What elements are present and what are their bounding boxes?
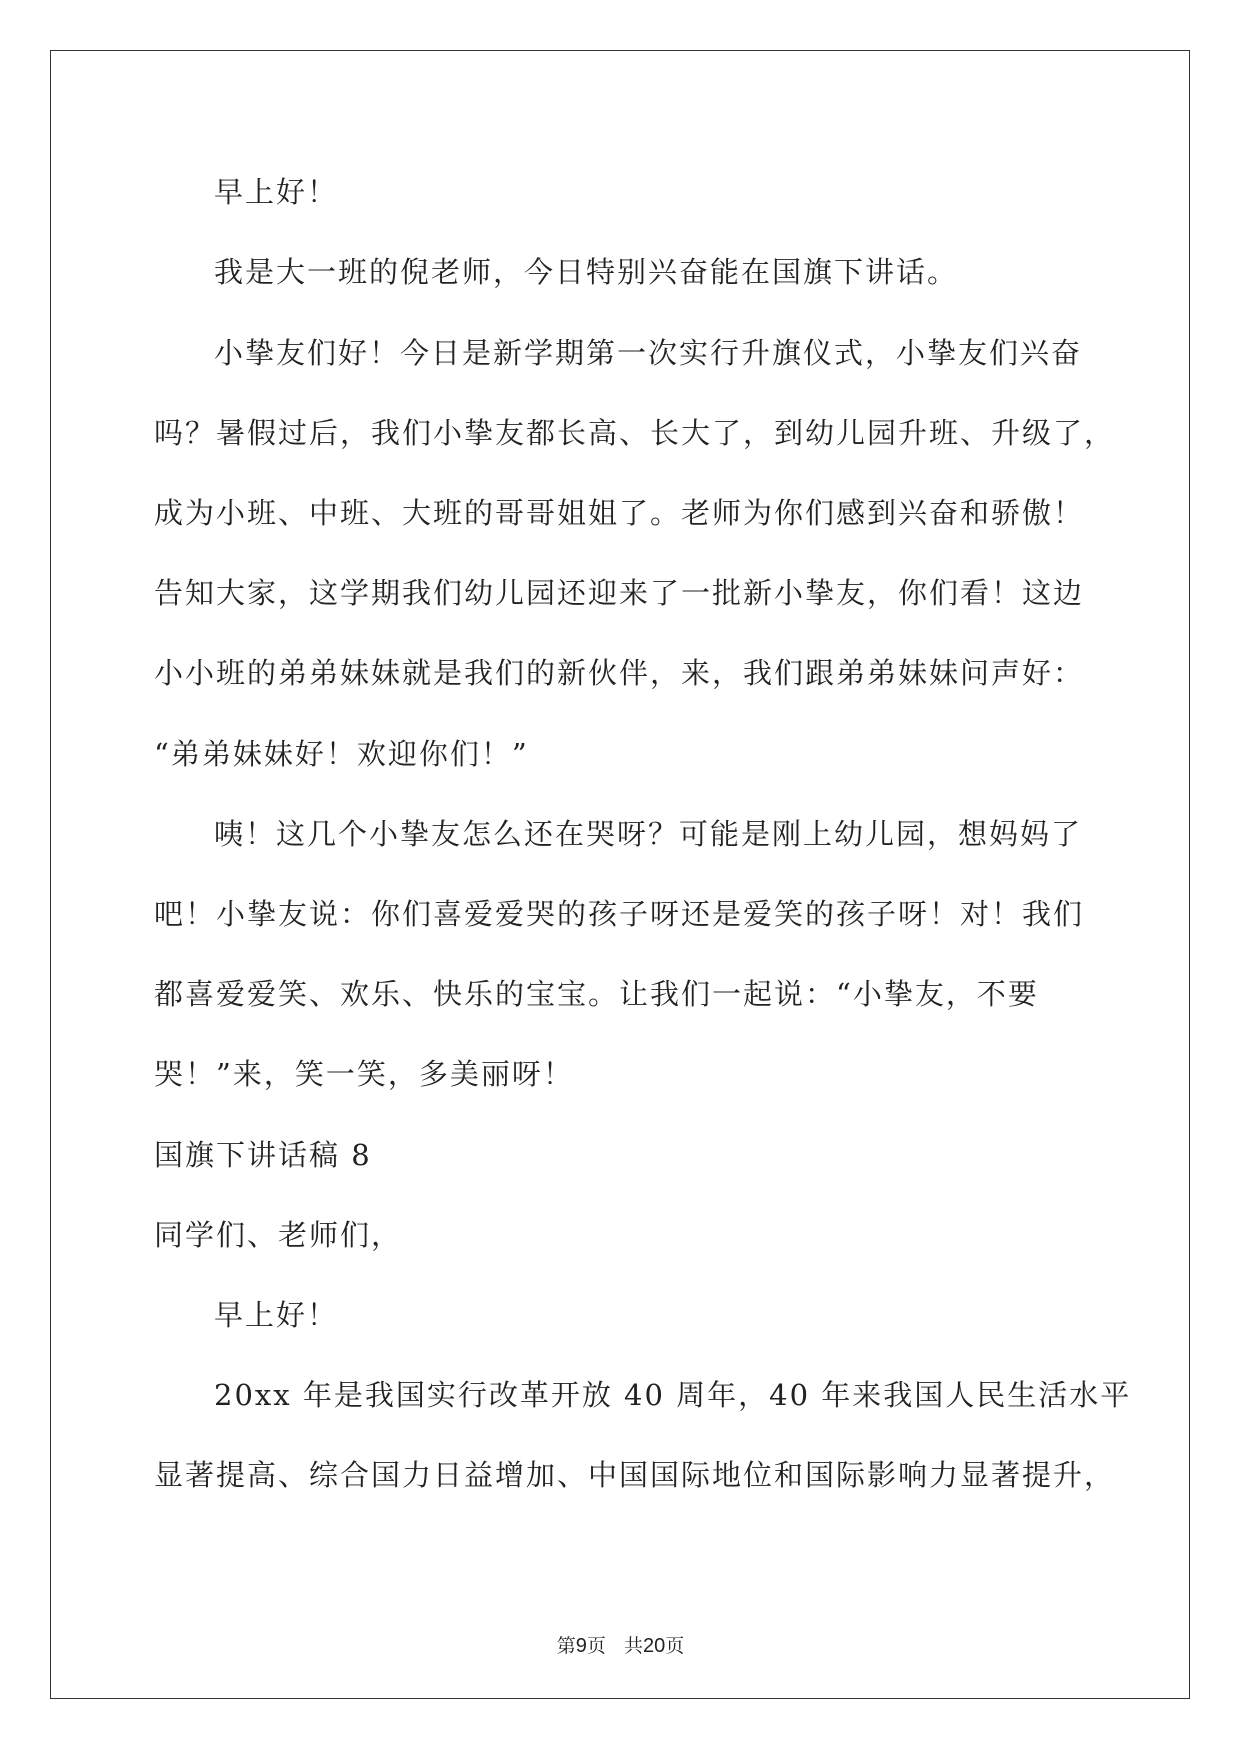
paragraph-line: 显著提高、综合国力日益增加、中国国际地位和国际影响力显著提升， (154, 1458, 1116, 1492)
page-footer (0, 1634, 1241, 1658)
paragraph-line: 小挚友们好！今日是新学期第一次实行升旗仪式，小挚友们兴奋 (214, 336, 1083, 370)
paragraph-line: 小小班的弟弟妹妹就是我们的新伙伴，来，我们跟弟弟妹妹问声好： (154, 656, 1085, 690)
paragraph-line: 吧！小挚友说：你们喜爱爱哭的孩子呀还是爱笑的孩子呀！对！我们 (154, 897, 1085, 931)
footer-total-suffix: 页 (665, 1635, 685, 1657)
paragraph-line: 都喜爱爱笑、欢乐、快乐的宝宝。让我们一起说：“小挚友，不要 (154, 977, 1039, 1011)
footer-total-prefix: 共 (624, 1635, 644, 1657)
section-heading: 国旗下讲话稿 8 (154, 1138, 372, 1172)
footer-prefix: 第 (556, 1635, 576, 1657)
footer-page-suffix: 页 (586, 1635, 606, 1657)
paragraph-line: 咦！这几个小挚友怎么还在哭呀？可能是刚上幼儿园，想妈妈了 (214, 817, 1083, 851)
paragraph-line: 20xx 年是我国实行改革开放 40 周年，40 年来我国人民生活水平 (214, 1378, 1132, 1412)
total-page-number: 20 (643, 1635, 666, 1657)
paragraph-line: 成为小班、中班、大班的哥哥姐姐了。老师为你们感到兴奋和骄傲！ (154, 496, 1085, 530)
paragraph-line: 早上好！ (214, 175, 339, 209)
paragraph-line: 我是大一班的倪老师，今日特别兴奋能在国旗下讲话。 (214, 255, 959, 289)
paragraph-line: 哭！”来，笑一笑，多美丽呀！ (154, 1057, 574, 1091)
current-page-number: 9 (575, 1635, 587, 1657)
paragraph-line: 吗？暑假过后，我们小挚友都长高、长大了，到幼儿园升班、升级了， (154, 416, 1116, 450)
page-border (50, 50, 1190, 1699)
salutation-line: 同学们、老师们， (154, 1218, 403, 1252)
paragraph-line: “弟弟妹妹好！欢迎你们！” (154, 737, 529, 771)
paragraph-line: 告知大家，这学期我们幼儿园还迎来了一批新小挚友，你们看！这边 (154, 576, 1085, 610)
paragraph-line: 早上好！ (214, 1298, 339, 1332)
